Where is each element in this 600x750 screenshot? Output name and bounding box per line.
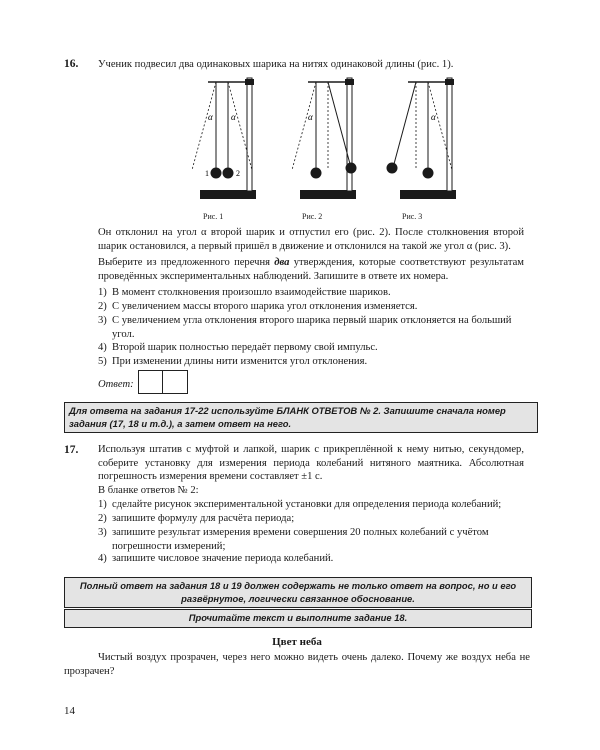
- question-16-para2: Выберите из предложенного перечня два утверждения, которые соответствуют результатам проведённых экспериментальных наблюдений. Запишите в ответе их номера.: [98, 257, 524, 282]
- stand-rod: [247, 78, 252, 191]
- option-5: 5) При изменении длины нити изменится угол отклонения.: [98, 356, 368, 367]
- figure-2-caption: Рис. 2: [302, 212, 323, 221]
- question-17-para2: В бланке ответов № 2:: [98, 485, 199, 496]
- option-1: 1) В момент столкновения произошло взаимодействие шариков.: [98, 287, 391, 298]
- figure-2: [292, 78, 357, 199]
- answer-label: Ответ:: [98, 379, 134, 390]
- task-item-1: 1) сделайте рисунок экспериментальной установки для определения периода колебаний;: [98, 499, 502, 510]
- question-16-number: 16.: [64, 58, 79, 70]
- option-4: 4) Второй шарик полностью передаёт первому свой импульс.: [98, 342, 378, 353]
- page-number: 14: [64, 705, 75, 717]
- ball-1: [311, 168, 322, 179]
- ball-2: [223, 168, 234, 179]
- ball-1: [387, 163, 398, 174]
- figure-3-caption: Рис. 3: [402, 212, 423, 221]
- angle-left: α: [208, 112, 213, 122]
- task-item-3: 3) запишите результат измерения времени совершения 20 полных колебаний с учётом погрешности измерений;: [98, 527, 489, 552]
- svg-text:α: α: [431, 112, 436, 122]
- instruction-box-2: Полный ответ на задания 18 и 19 должен содержать не только ответ на вопрос, но и его развёрнутое, логически связанное обоснование.: [64, 577, 532, 608]
- ball-2-label: 2: [236, 169, 240, 178]
- angle-right: α: [231, 112, 236, 122]
- dashed-left: [192, 82, 216, 170]
- reading-text: Чистый воздух прозрачен, через него можно видеть очень далеко. Почему же воздух неба не прозрачен?: [64, 652, 530, 677]
- option-3: 3) С увеличением угла отклонения второго шарика первый шарик отклоняется на больший угол.: [98, 315, 512, 340]
- task-item-2: 2) запишите формулу для расчёта периода;: [98, 513, 295, 524]
- ball-2: [423, 168, 434, 179]
- answer-cell-2[interactable]: [162, 370, 188, 394]
- figure-3: [387, 78, 457, 199]
- answer-cell-1[interactable]: [138, 370, 164, 394]
- task-item-4: 4) запишите числовое значение периода колебаний.: [98, 553, 334, 564]
- question-16-para1: Он отклонил на угол α второй шарик и отпустил его (рис. 2). После столкновения второй шарик остановился, а первый пришёл в движение и отклонился на такой же угол α (рис. 3).: [98, 227, 524, 252]
- question-17-number: 17.: [64, 444, 79, 456]
- option-2: 2) С увеличением массы второго шарика угол отклонения изменяется.: [98, 301, 418, 312]
- thread-1-deflected: [394, 82, 416, 164]
- instruction-box-1: Для ответа на задания 17-22 используйте БЛАНК ОТВЕТОВ № 2. Запишите сначала номер задания (17, 18 и т.д.), а затем ответ на него.: [64, 402, 538, 433]
- question-17-para1: Используя штатив с муфтой и лапкой, шарик с прикреплённой к нему нитью, секундомер, соберите установку для измерения периода колебаний нитяного маятника. Абсолютная погрешность измерения времени составляет ±1 с.: [98, 444, 524, 482]
- ball-1-label: 1: [205, 169, 209, 178]
- pendulum-figures: [150, 72, 490, 212]
- ball-1: [211, 168, 222, 179]
- svg-text:α: α: [308, 112, 313, 122]
- question-16-intro: Ученик подвесил два одинаковых шарика на нитях одинаковой длины (рис. 1).: [98, 59, 454, 70]
- figure-1-caption: Рис. 1: [203, 212, 224, 221]
- figure-1: [192, 78, 256, 199]
- instruction-box-3: Прочитайте текст и выполните задание 18.: [64, 609, 532, 628]
- reading-title: Цвет неба: [272, 636, 322, 648]
- ball-2: [346, 163, 357, 174]
